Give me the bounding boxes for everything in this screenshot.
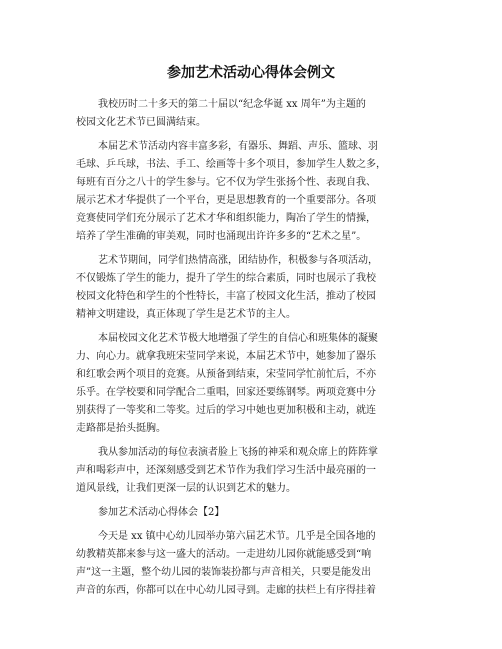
text-line: 别获得了一等奖和二等奖。过后的学习中她也更加积极和主动，就连 xyxy=(76,405,376,416)
section-heading-text: 参加艺术活动心得体会【2】 xyxy=(98,507,225,518)
paragraph xyxy=(76,252,432,324)
text-line: 声”这一主题，整个幼儿园的装饰装扮都与声音相关，只要是能发出 xyxy=(76,567,372,578)
paragraph xyxy=(76,138,432,246)
paragraph xyxy=(76,444,432,498)
text-line: 校园文化艺术节已圆满结束。 xyxy=(76,117,206,128)
text-line: 我从参加活动的每位表演者脸上飞扬的神采和观众席上的阵阵掌 xyxy=(98,447,378,458)
document-body xyxy=(76,96,432,606)
text-line: 和红歌会两个项目的竞赛。从预备到结束，宋莹同学忙前忙后，不亦 xyxy=(76,369,376,380)
paragraph xyxy=(76,96,432,132)
text-line: 今天是 xx 镇中心幼儿园举办第六届艺术节。几乎是全国各地的 xyxy=(98,531,376,542)
text-line: 我校历时二十多天的第二十届以“纪念华诞 xx 周年”为主题的 xyxy=(98,99,366,110)
text-line: 声和喝彩声中，还深刻感受到艺术节作为我们学习生活中最亮丽的一 xyxy=(76,465,376,476)
text-line: 本届艺术节活动内容丰富多彩，有器乐、舞蹈、声乐、篮球、羽 xyxy=(98,141,378,152)
text-line: 竞赛使同学们充分展示了艺术才华和组织能力，陶冶了学生的情操， xyxy=(76,213,376,224)
paragraph xyxy=(76,330,432,438)
text-line: 力、向心力。就拿我班宋莹同学来说，本届艺术节中，她参加了器乐 xyxy=(76,351,376,362)
paragraph xyxy=(76,528,432,600)
text-line: 艺术节期间，同学们热情高涨，团结协作，积极参与各项活动， xyxy=(98,255,378,266)
section-heading xyxy=(76,504,432,522)
text-line: 培养了学生准确的审美观，同时也涌现出许许多多的“艺术之星”。 xyxy=(76,231,367,242)
text-line: 展示艺术才华提供了一个平台，更是思想教育的一个重要部分。各项 xyxy=(76,195,376,206)
text-line: 精神文明建设，真正体现了学生是艺术节的主人。 xyxy=(76,309,296,320)
text-line: 幼教精英都来参与这一盛大的活动。一走进幼儿园你就能感受到“响 xyxy=(76,549,372,560)
text-line: 毛球、乒乓球，书法、手工、绘画等十多个项目，参加学生人数之多， xyxy=(76,159,386,170)
text-line: 道风景线，让我们更深一层的认识到艺术的魅力。 xyxy=(76,483,296,494)
text-line: 不仅锻炼了学生的能力，提升了学生的综合素质，同时也展示了我校 xyxy=(76,273,376,284)
text-line: 走路都是抬头挺胸。 xyxy=(76,423,166,434)
text-line: 乐乎。在学校要和同学配合二重唱，回家还要练钢琴。两项竞赛中分 xyxy=(76,387,376,398)
text-line: 本届校园文化艺术节极大地增强了学生的自信心和班集体的凝聚 xyxy=(98,333,378,344)
text-line: 每班有百分之八十的学生参与。它不仅为学生张扬个性、表现自我、 xyxy=(76,177,376,188)
text-line: 校园文化特色和学生的个性特长，丰富了校园文化生活，推动了校园 xyxy=(76,291,376,302)
text-line: 声音的东西，你都可以在中心幼儿园寻到。走廊的扶栏上有序得挂着 xyxy=(76,585,376,596)
document-title: 参加艺术活动心得体会例文 xyxy=(167,65,335,81)
